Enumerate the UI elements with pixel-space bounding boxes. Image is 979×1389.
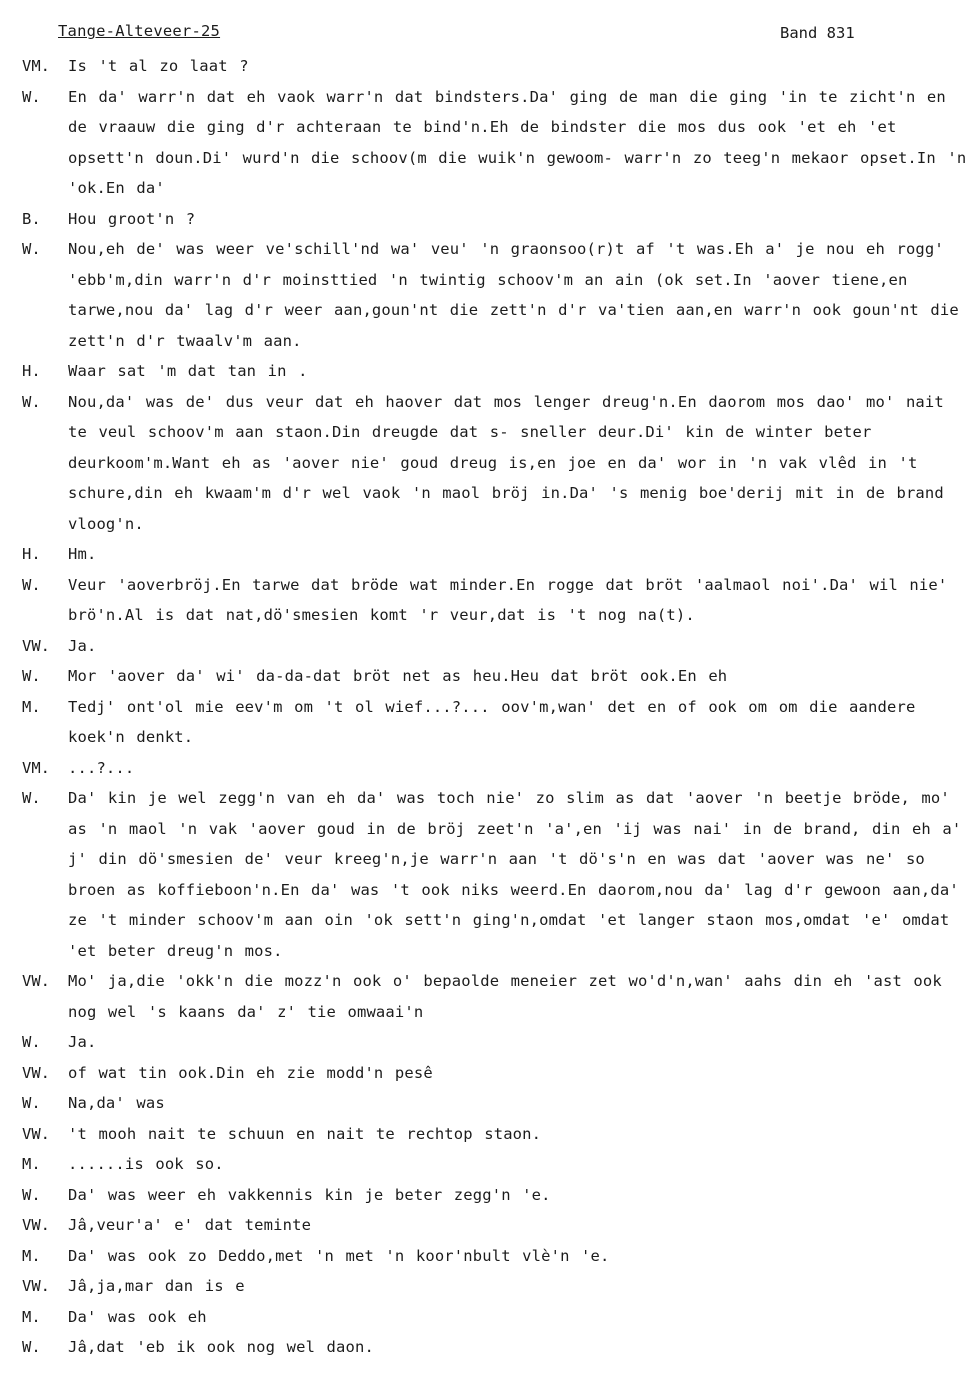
transcript-turn bbox=[22, 631, 968, 662]
utterance-text: Jâ,dat 'eb ik ook nog wel daon. bbox=[68, 1338, 374, 1356]
document-title: Tange-Alteveer-25 bbox=[58, 22, 221, 40]
transcript-turn bbox=[22, 661, 968, 692]
transcript-turn bbox=[22, 1027, 968, 1058]
transcript-turn bbox=[22, 1271, 968, 1302]
speaker-label: W. bbox=[22, 1094, 41, 1112]
utterance-text: Waar sat 'm dat tan in . bbox=[68, 362, 308, 380]
speaker-label: M. bbox=[22, 1307, 41, 1326]
utterance-text: of wat tin ook.Din eh zie modd'n pesê bbox=[68, 1063, 433, 1082]
transcript-turn bbox=[22, 1302, 968, 1333]
utterance-text: Veur 'aoverbröj.En tarwe dat bröde wat minder.En rogge dat bröt 'aalmaol noi'.Da' wil nie' brö'n.Al is dat nat,dö'smesien komt 'r veur,dat is 't nog na(t). bbox=[68, 575, 948, 624]
utterance-text: Hou groot'n ? bbox=[68, 209, 196, 228]
utterance-text: Ja. bbox=[68, 636, 97, 655]
speaker-label: M. bbox=[22, 697, 41, 716]
utterance-text: Mor 'aover da' wi' da-da-dat bröt net as heu.Heu dat bröt ook.En eh bbox=[68, 667, 728, 685]
speaker-label: VM. bbox=[22, 758, 50, 777]
speaker-label: VM. bbox=[22, 57, 50, 75]
utterance-text: Tedj' ont'ol mie eev'm om 't ol wief...?... oov'm,wan' det en of ook om om die aandere koek'n denkt. bbox=[68, 697, 916, 746]
speaker-label: M. bbox=[22, 1246, 41, 1265]
transcript-turn bbox=[22, 356, 968, 387]
transcript-turn bbox=[22, 1180, 968, 1211]
transcript-turn bbox=[22, 234, 968, 356]
speaker-label: B. bbox=[22, 209, 41, 228]
speaker-label: W. bbox=[22, 392, 41, 411]
transcript bbox=[22, 51, 968, 1363]
speaker-label: VW. bbox=[22, 1063, 50, 1082]
speaker-label: W. bbox=[22, 1338, 41, 1356]
transcript-turn bbox=[22, 387, 968, 540]
utterance-text: Nou,da' was de' dus veur dat eh haover dat mos lenger dreug'n.En daorom mos dao' mo' nait te veul schoov'm aan staon.Din dreugde dat s- sneller deur.Di' kin de winter beter deurkoom'm.Want eh as 'aover nie' goud dreug is,en joe en da' wor in 'n vak vlêd in 't schure,din eh kwaam'm d'r wel vaok 'n maol bröj in.Da' 's menig boe'derij mit in de brand vloog'n. bbox=[68, 392, 944, 533]
utterance-text: Nou,eh de' was weer ve'schill'nd wa' veu' 'n graonsoo(r)t af 't was.Eh a' je nou eh rogg' 'ebb'm,din warr'n d'r moinsttied 'n twintig schoov'm an ain (ok set.In 'aover tiene,en tarwe,nou da' lag d'r weer aan,goun'nt die zett'n d'r va'tien aan,en warr'n ook goun'nt die zett'n d'r twaalv'm aan. bbox=[68, 240, 959, 350]
transcript-turn bbox=[22, 692, 968, 753]
utterance-text: Jâ,ja,mar dan is e bbox=[68, 1277, 245, 1295]
transcript-turn bbox=[22, 82, 968, 204]
utterance-text: Mo' ja,die 'okk'n die mozz'n ook o' bepaolde meneier zet wo'd'n,wan' aahs din eh 'ast ook nog wel 's kaans da' z' tie omwaai'n bbox=[68, 972, 942, 1021]
band-number: Band 831 bbox=[780, 24, 855, 42]
transcript-turn bbox=[22, 1088, 968, 1119]
utterance-text: Is 't al zo laat ? bbox=[68, 57, 249, 75]
speaker-label: VW. bbox=[22, 1277, 50, 1295]
utterance-text: Da' was weer eh vakkennis kin je beter zegg'n 'e. bbox=[68, 1185, 551, 1204]
transcript-turn bbox=[22, 1058, 968, 1089]
speaker-label: W. bbox=[22, 1033, 41, 1051]
transcript-turn bbox=[22, 570, 968, 631]
utterance-text: Da' was ook zo Deddo,met 'n met 'n koor'nbult vlè'n 'e. bbox=[68, 1246, 610, 1265]
speaker-label: VW. bbox=[22, 636, 50, 655]
speaker-label: H. bbox=[22, 362, 41, 380]
utterance-text: 't mooh nait te schuun en nait te rechtop staon. bbox=[68, 1124, 542, 1143]
utterance-text: En da' warr'n dat eh vaok warr'n dat bindsters.Da' ging de man die ging 'in te zicht'n en de vraauw die ging d'r achteraan te bind'n.Eh de bindster die mos dus ook 'et eh 'et opsett'n doun.Di' wurd'n die schoov(m die wuik'n gewoom- warr'n zo teeg'n mekaor opset.In 'n 'ok.En da' bbox=[68, 87, 967, 197]
transcript-turn bbox=[22, 51, 968, 82]
transcript-turn bbox=[22, 966, 968, 1027]
transcript-turn bbox=[22, 783, 968, 966]
transcript-turn bbox=[22, 1241, 968, 1272]
transcript-turn bbox=[22, 1210, 968, 1241]
utterance-text: Ja. bbox=[68, 1033, 97, 1051]
speaker-label: W. bbox=[22, 575, 41, 594]
speaker-label: W. bbox=[22, 240, 41, 258]
transcript-turn bbox=[22, 1149, 968, 1180]
utterance-text: Hm. bbox=[68, 545, 97, 563]
transcript-turn bbox=[22, 539, 968, 570]
speaker-label: H. bbox=[22, 545, 41, 563]
utterance-text: Da' was ook eh bbox=[68, 1307, 207, 1326]
utterance-text: ...?... bbox=[68, 758, 135, 777]
utterance-text: Jâ,veur'a' e' dat teminte bbox=[68, 1216, 312, 1234]
speaker-label: W. bbox=[22, 667, 41, 685]
speaker-label: M. bbox=[22, 1155, 41, 1173]
transcript-turn bbox=[22, 1332, 968, 1363]
speaker-label: W. bbox=[22, 1185, 41, 1204]
utterance-text: ......is ook so. bbox=[68, 1155, 224, 1173]
transcript-turn bbox=[22, 204, 968, 235]
utterance-text: Na,da' was bbox=[68, 1094, 165, 1112]
transcript-turn bbox=[22, 1119, 968, 1150]
page-header bbox=[58, 22, 959, 52]
speaker-label: VW. bbox=[22, 972, 50, 990]
utterance-text: Da' kin je wel zegg'n van eh da' was toch nie' zo slim as dat 'aover 'n beetje bröde, mo' as 'n maol 'n vak 'aover goud in de bröj zeet'n 'a',en 'ij was nai' in de brand, din eh a' j' din dö'smesien de' veur kreeg'n,je warr'n aan 't dö's'n en was dat 'aover was ne' so broen as koffieboon'n.En da' was 't ook niks weerd.En daorom,nou da' lag d'r gewoon aan,da' ze 't minder schoov'm aan oin 'ok sett'n ging'n,omdat 'et langer staon mos,omdat 'e' omdat 'et beter dreug'n mos. bbox=[68, 789, 962, 960]
speaker-label: VW. bbox=[22, 1124, 50, 1143]
transcript-turn bbox=[22, 753, 968, 784]
speaker-label: W. bbox=[22, 87, 41, 106]
speaker-label: W. bbox=[22, 789, 41, 807]
speaker-label: VW. bbox=[22, 1216, 50, 1234]
